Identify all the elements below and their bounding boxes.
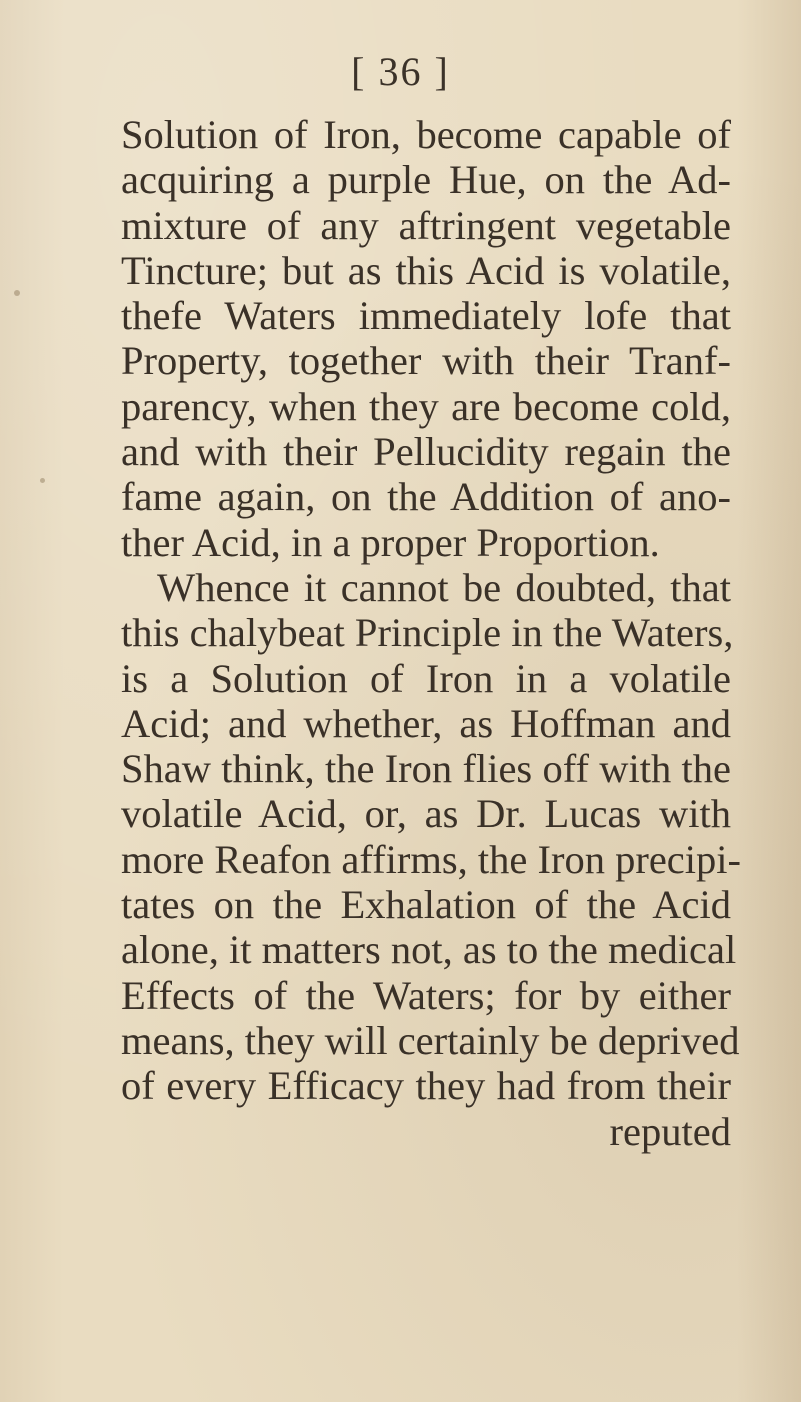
text-line-12: this chalybeat Principle in the Waters,	[121, 610, 734, 656]
page-number: [ 36 ]	[351, 49, 450, 94]
text-line-4: Tincture; but as this Acid is volatile,	[121, 247, 731, 293]
text-line-18: tates on the Exhalation of the Acid	[121, 882, 731, 928]
paragraph-start-line: Whence it cannot be doubted, that	[157, 564, 731, 610]
text-line-14: Acid; and whether, as Hoffman and	[121, 700, 731, 746]
text-line-15: Shaw think, the Iron flies off with the	[121, 746, 731, 792]
text-line-20: Effects of the Waters; for by either	[121, 972, 731, 1018]
text-line-17: more Reafon affirms, the Iron precipi-	[121, 836, 742, 882]
text-line-21: means, they will certainly be deprived	[121, 1017, 740, 1063]
text-line-19: alone, it matters not, as to the medical	[121, 927, 737, 973]
text-line-6: Property, together with their Tranf-	[121, 338, 731, 384]
text-line-13: is a Solution of Iron in a volatile	[121, 655, 731, 701]
catchword: reputed	[609, 1108, 731, 1154]
text-line-7: parency, when they are become cold,	[121, 383, 731, 429]
text-line-22: of every Efficacy they had from their	[121, 1063, 731, 1109]
text-line-3: mixture of any aftringent vegetable	[121, 202, 731, 248]
text-line-10: ther Acid, in a proper Proportion.	[121, 519, 660, 565]
text-line-1: Solution of Iron, become capable of	[121, 112, 731, 157]
paper-speck	[14, 290, 20, 296]
text-line-2: acquiring a purple Hue, on the Ad-	[121, 157, 731, 203]
text-line-8: and with their Pellucidity regain the	[121, 429, 731, 475]
text-line-9: fame again, on the Addition of ano-	[121, 474, 731, 520]
paper-speck	[40, 478, 45, 483]
text-line-16: volatile Acid, or, as Dr. Lucas with	[121, 791, 731, 837]
text-line-5: thefe Waters immediately lofe that	[121, 293, 731, 339]
body-text	[121, 112, 742, 1154]
